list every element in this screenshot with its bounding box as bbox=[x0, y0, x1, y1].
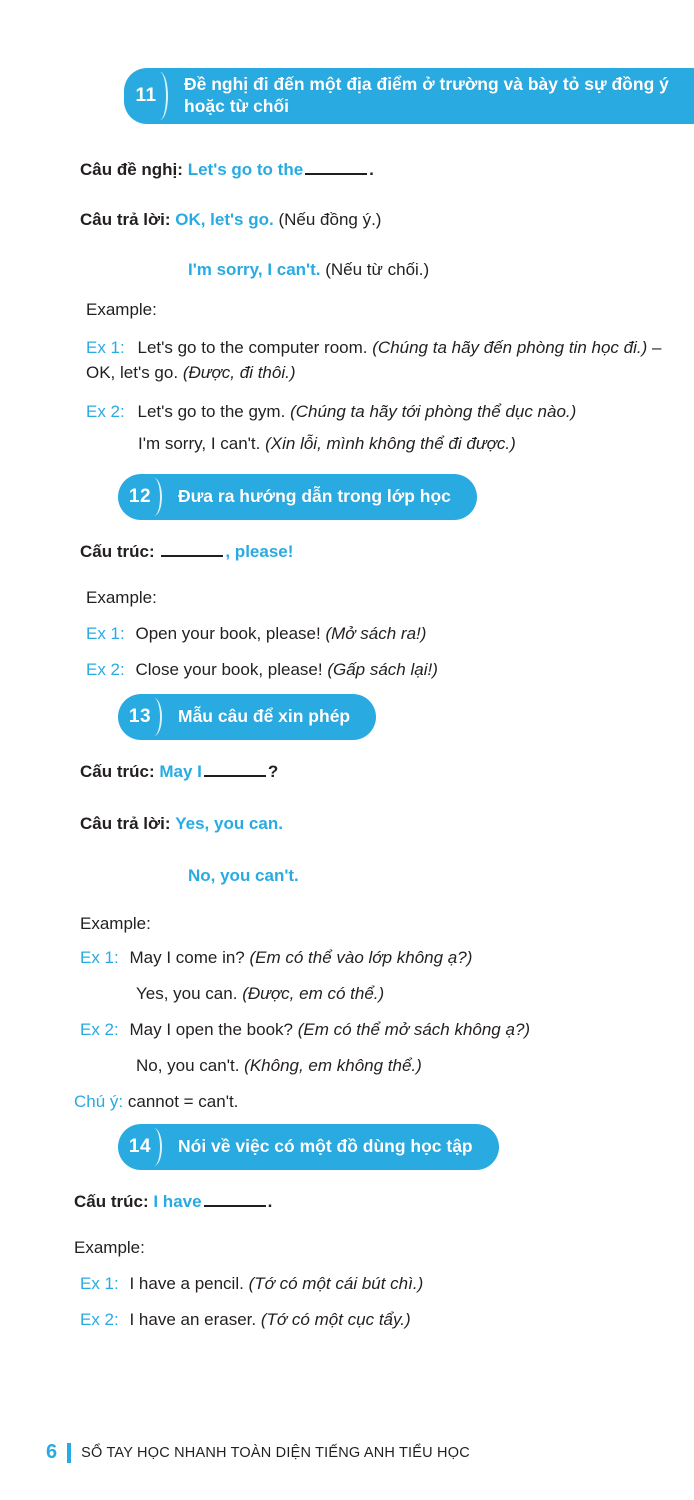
example-extra: I'm sorry, I can't. bbox=[138, 434, 261, 453]
example-translation: (Mở sách ra!) bbox=[325, 624, 427, 643]
example-label: Ex 1: bbox=[86, 624, 125, 643]
section-title-14: Nói về việc có một đồ dùng học tập bbox=[178, 1136, 473, 1157]
answer-value: Yes, you can. bbox=[175, 814, 283, 833]
example-extra-translation: (Được, em có thể.) bbox=[242, 984, 385, 1003]
example-translation: (Tớ có một cục tẩy.) bbox=[260, 1310, 411, 1329]
section-13-answer-2 bbox=[188, 864, 299, 889]
answer-value: OK, let's go. bbox=[175, 210, 274, 229]
example-extra-translation: (Được, đi thôi.) bbox=[182, 362, 296, 382]
example-text: I have a pencil. bbox=[129, 1274, 244, 1293]
section-banner-12 bbox=[118, 474, 477, 520]
example-extra-translation: (Không, em không thể.) bbox=[244, 1056, 422, 1075]
section-11-example-label: Example: bbox=[86, 300, 157, 319]
example-extra: – OK, let's go. bbox=[86, 338, 662, 382]
example-label: Ex 1: bbox=[80, 948, 119, 967]
blank-underline bbox=[305, 161, 367, 175]
example-text: I have an eraser. bbox=[129, 1310, 257, 1329]
structure-value: I have bbox=[153, 1192, 202, 1211]
answer2-value: No, you can't. bbox=[188, 866, 299, 885]
section-13-answer-1 bbox=[80, 812, 283, 837]
section-title-13: Mẫu câu để xin phép bbox=[178, 706, 351, 727]
blank-underline bbox=[204, 1193, 266, 1207]
section-13-example-2-answer bbox=[136, 1054, 422, 1079]
answer2-note: (Nếu từ chối.) bbox=[325, 260, 430, 279]
blank-underline bbox=[161, 543, 223, 557]
example-extra-translation: (Xin lỗi, mình không thể đi được.) bbox=[265, 434, 516, 453]
example-text: May I come in? bbox=[129, 948, 245, 967]
example-translation: (Chúng ta hãy tới phòng thể dục nào.) bbox=[290, 402, 577, 421]
section-title-12: Đưa ra hướng dẫn trong lớp học bbox=[178, 486, 451, 507]
example-translation: (Em có thể vào lớp không ạ?) bbox=[249, 948, 473, 967]
example-extra: No, you can't. bbox=[136, 1056, 240, 1075]
section-banner-11 bbox=[124, 68, 694, 124]
section-13-example-1 bbox=[80, 946, 472, 971]
section-number-14: 14 bbox=[118, 1124, 162, 1170]
answer-label: Câu trả lời: bbox=[80, 814, 171, 833]
example-text: Close your book, please! bbox=[135, 660, 323, 679]
structure-value: , please! bbox=[225, 542, 294, 561]
answer-label: Câu trả lời: bbox=[80, 210, 171, 229]
section-header-14 bbox=[118, 1124, 499, 1170]
example-label: Ex 2: bbox=[80, 1020, 119, 1039]
example-translation: (Gấp sách lại!) bbox=[327, 660, 438, 679]
example-text: May I open the book? bbox=[129, 1020, 293, 1039]
section-13-note bbox=[74, 1090, 238, 1115]
section-number-12: 12 bbox=[118, 474, 162, 520]
section-14-example-2 bbox=[80, 1308, 411, 1333]
page-watermark: · bbox=[322, 1407, 325, 1414]
example-text: Let's go to the gym. bbox=[137, 402, 286, 421]
example-text: Let's go to the computer room. bbox=[137, 338, 368, 357]
structure-tail: . bbox=[369, 160, 374, 179]
example-translation: (Em có thể mở sách không ạ?) bbox=[297, 1020, 531, 1039]
section-13-example-label: Example: bbox=[80, 914, 151, 933]
example-label: Ex 1: bbox=[80, 1274, 119, 1293]
section-12-structure bbox=[80, 540, 293, 565]
page-footer bbox=[46, 1441, 470, 1464]
section-12-example-2 bbox=[86, 658, 438, 683]
blank-underline bbox=[204, 763, 266, 777]
answer2-value: I'm sorry, I can't. bbox=[188, 260, 321, 279]
section-14-structure bbox=[74, 1190, 272, 1215]
structure-tail: ? bbox=[267, 762, 279, 781]
structure-value: May I bbox=[159, 762, 202, 781]
note-label: Chú ý: bbox=[74, 1092, 124, 1111]
section-number-11: 11 bbox=[124, 68, 168, 124]
section-11-answer-2 bbox=[188, 258, 429, 283]
structure-label: Cấu trúc: bbox=[80, 542, 155, 561]
section-11-example-1 bbox=[86, 336, 686, 385]
section-11-answer-1 bbox=[80, 208, 381, 233]
section-13-example-2 bbox=[80, 1018, 530, 1043]
example-extra: Yes, you can. bbox=[136, 984, 238, 1003]
example-text: Open your book, please! bbox=[135, 624, 321, 643]
section-header-13 bbox=[118, 694, 376, 740]
structure-label: Câu đề nghị: bbox=[80, 160, 183, 179]
footer-divider-bar bbox=[67, 1443, 71, 1463]
section-12-example-1 bbox=[86, 622, 426, 647]
section-12-example-label: Example: bbox=[86, 588, 157, 607]
section-number-13: 13 bbox=[118, 694, 162, 740]
section-13-example-1-answer bbox=[136, 982, 384, 1007]
example-label: Ex 2: bbox=[80, 1310, 119, 1329]
example-translation: (Chúng ta hãy đến phòng tin học đi.) bbox=[372, 338, 648, 357]
structure-value: Let's go to the bbox=[187, 160, 304, 179]
structure-tail: . bbox=[267, 1192, 273, 1211]
section-title-11: Đề nghị đi đến một địa điểm ở trường và bày tỏ sự đồng ý hoặc từ chối bbox=[184, 74, 669, 116]
answer-note: (Nếu đồng ý.) bbox=[278, 210, 382, 229]
section-header-11 bbox=[124, 68, 694, 124]
structure-label: Cấu trúc: bbox=[74, 1192, 149, 1211]
section-header-12 bbox=[118, 474, 477, 520]
page-number: 6 bbox=[46, 1441, 58, 1463]
section-14-example-1 bbox=[80, 1272, 423, 1297]
section-banner-14 bbox=[118, 1124, 499, 1170]
section-13-structure bbox=[80, 760, 278, 785]
section-banner-13 bbox=[118, 694, 376, 740]
example-label: Ex 2: bbox=[86, 660, 125, 679]
example-translation: (Tớ có một cái bút chì.) bbox=[248, 1274, 424, 1293]
footer-title: SỔ TAY HỌC NHANH TOÀN DIỆN TIẾNG ANH TIỂU HỌC bbox=[81, 1444, 470, 1461]
example-label: Ex 2: bbox=[86, 402, 125, 421]
section-11-example-2 bbox=[86, 400, 686, 425]
section-11-structure bbox=[80, 158, 374, 183]
example-label: Ex 1: bbox=[86, 338, 125, 357]
section-11-example-2-answer bbox=[138, 432, 694, 457]
section-14-example-label: Example: bbox=[74, 1238, 145, 1257]
note-text: cannot = can't. bbox=[127, 1092, 239, 1111]
structure-label: Cấu trúc: bbox=[80, 762, 155, 781]
